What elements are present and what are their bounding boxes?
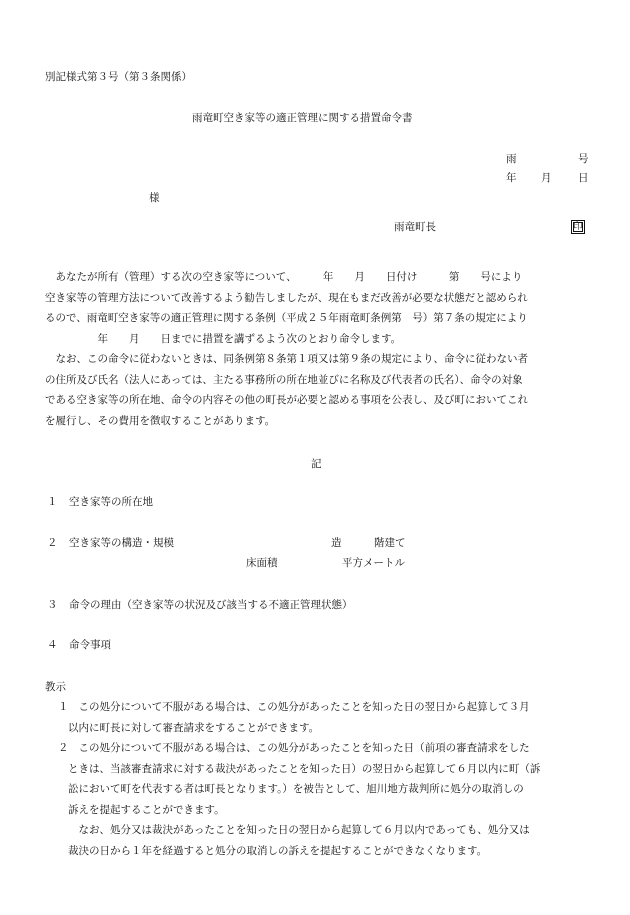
kyoji-item-2-line: ときは、当該審査請求に対する裁決があったことを知った日）の翌日から起算して６月以内に町（訴	[68, 762, 541, 775]
issuer-name: 雨竜町長	[394, 221, 436, 233]
para1-line: あなたが所有（管理）する次の空き家等について、 年 月 日付け 第 号により	[55, 271, 523, 283]
date-year: 年	[506, 172, 517, 184]
para2-line: である空き家等の所在地、命令の内容その他の町長が必要と認める事項を公表し、及び町においてこれ	[45, 394, 528, 406]
item-2-floor-area-label: 床面積	[246, 557, 278, 569]
kyoji-item-2-line: 訴えを提起することができます。	[68, 803, 225, 816]
item-1-number: １	[47, 496, 58, 508]
kyoji-item-2-line: 訟において町を代表する者は町長となります。）を被告として、旭川地方裁判所に処分の取消しの	[68, 783, 524, 795]
document-title: 雨竜町空き家等の適正管理に関する措置命令書	[192, 112, 413, 124]
kyoji-item-2	[68, 738, 588, 820]
para2-line: を履行し、その費用を徴収することがあります。	[45, 414, 276, 427]
kyoji-heading: 教示	[45, 681, 66, 693]
kyoji-note-line: 裁決の日から１年を経過すると処分の取消しの訴えを提起することができなくなります。	[68, 844, 488, 857]
item-2-structure: 造	[331, 537, 342, 549]
addressee-suffix: 様	[149, 192, 160, 204]
ki-heading: 記	[311, 458, 322, 470]
item-3-number: ３	[47, 599, 58, 611]
item-2-number: ２	[47, 537, 58, 549]
date-month: 月	[541, 172, 552, 184]
kyoji-note-line: なお、処分又は裁決があったことを知った日の翌日から起算して６月以内であっても、処分又は	[78, 824, 530, 836]
doc-number-suffix: 号	[578, 153, 589, 165]
kyoji-item-1-line: この処分について不服がある場合は、この処分があったことを知った日の翌日から起算して３月	[78, 701, 530, 713]
date-day: 日	[578, 172, 589, 184]
item-3-label: 命令の理由（空き家等の状況及び該当する不適正管理状態）	[69, 599, 353, 611]
official-seal: 印	[571, 220, 585, 234]
kyoji-item-1-line: 以内に町長に対して審査請求をすることができます。	[68, 721, 320, 734]
doc-number-prefix: 雨	[506, 153, 517, 165]
para1-line: 年 月 日までに措置を講ずるよう次のとおり命令します。	[66, 332, 402, 345]
kyoji-item-1-number: １	[58, 701, 69, 713]
kyoji-note	[68, 820, 588, 861]
item-1-label: 空き家等の所在地	[69, 496, 153, 508]
main-paragraph-1	[45, 267, 589, 349]
form-label: 別記様式第３号（第３条関係）	[45, 71, 192, 83]
para1-line: 空き家等の管理方法について改善するよう勧告しましたが、現在もまだ改善が必要な状態だと認められ	[45, 291, 528, 304]
item-2-label: 空き家等の構造・規模	[69, 537, 174, 549]
para2-line: なお、この命令に従わないときは、同条例第８条第１項又は第９条の規定により、命令に従わない者	[55, 353, 528, 365]
kyoji-item-2-number: ２	[58, 742, 69, 754]
item-4-label: 命令事項	[69, 639, 111, 651]
item-2-unit: 平方メートル	[342, 557, 405, 569]
kyoji-item-1	[68, 697, 588, 738]
item-2-floors: 階建て	[374, 537, 406, 549]
para2-line: の住所及び氏名（法人にあっては、主たる事務所の所在地並びに名称及び代表者の氏名）、命令の対象	[45, 373, 523, 386]
main-paragraph-2	[45, 349, 589, 431]
para1-line: るので、雨竜町空き家等の適正管理に関する条例（平成２５年雨竜町条例第 号）第７条の規定により	[45, 312, 528, 324]
item-4-number: ４	[47, 639, 58, 651]
kyoji-item-2-line: この処分について不服がある場合は、この処分があったことを知った日（前項の審査請求をした	[78, 742, 530, 754]
